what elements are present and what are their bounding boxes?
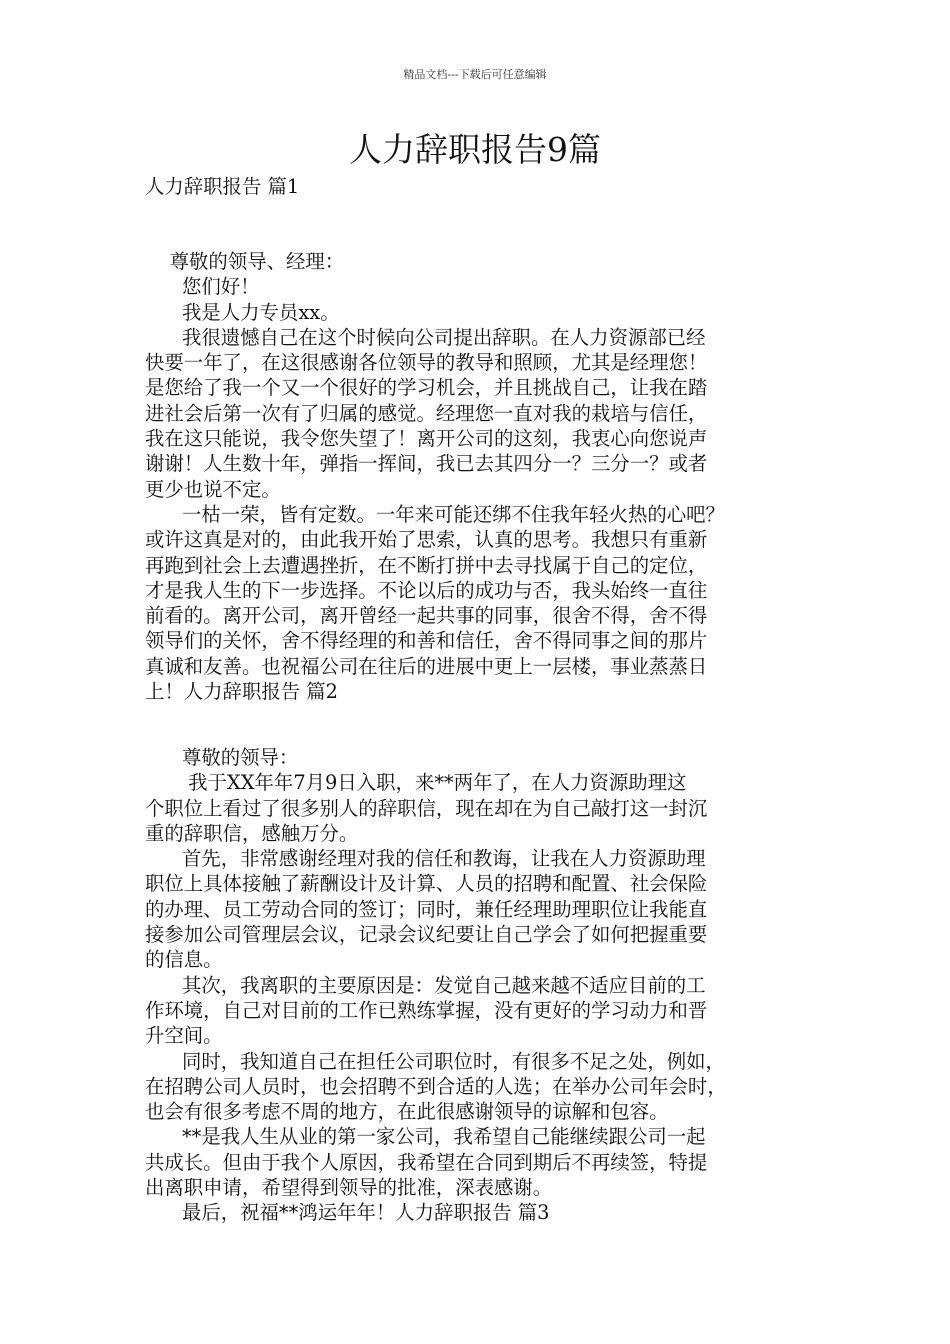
text-line: 或许这真是对的，由此我开始了思索，认真的思考。我想只有重新: [145, 528, 708, 552]
text-line: 更少也说不定。: [145, 477, 281, 501]
text-line: 领导们的关怀，舍不得经理的和善和信任，舍不得同事之间的那片: [145, 629, 708, 653]
text-line: 才是我人生的下一步选择。不论以后的成功与否，我头始终一直往: [145, 578, 708, 602]
text-line: 谢谢！人生数十年，弹指一挥间，我已去其四分一？三分一？或者: [145, 452, 708, 476]
text-line: 再跑到社会上去遭遇挫折，在不断打拼中去寻找属于自己的定位，: [145, 553, 708, 577]
text-line: 出离职申请，希望得到领导的批准，深表感谢。: [145, 1176, 553, 1200]
text-line: **是我人生从业的第一家公司，我希望自己能继续跟公司一起: [145, 1125, 706, 1149]
text-line: 的信息。: [145, 948, 223, 972]
page-header-watermark: 精品文档---下载后可任意编辑: [403, 68, 547, 81]
text-line: 首先，非常感谢经理对我的信任和教诲，让我在人力资源助理: [145, 847, 706, 871]
text-line: 前看的。离开公司，离开曾经一起共事的同事，很舍不得，舍不得: [145, 604, 708, 628]
text-line: 我于XX年年7月9日入职，来**两年了，在人力资源助理这: [145, 771, 687, 795]
letter-2-body: [145, 745, 835, 1226]
text-line: 共成长。但由于我个人原因，我希望在合同到期后不再续签，特提: [145, 1150, 708, 1174]
section-title-3-line: 最后，祝福**鸿运年年！人力辞职报告 篇3: [145, 1201, 550, 1225]
text-line: 职位上具体接触了薪酬设计及计算、人员的招聘和配置、社会保险: [145, 872, 708, 896]
text-line: 您们好！: [145, 275, 260, 299]
text-line: 个职位上看过了很多别人的辞职信，现在却在为自己敲打这一封沉: [145, 796, 708, 820]
text-line: 真诚和友善。也祝福公司在往后的进展中更上一层楼，事业蒸蒸日: [145, 654, 708, 678]
text-line: 也会有很多考虑不周的地方，在此很感谢领导的谅解和包容。: [145, 1100, 669, 1124]
text-line: 接参加公司管理层会议，记录会议纪要让自己学会了如何把握重要: [145, 923, 708, 947]
text-line: 作环境，自己对目前的工作已熟练掌握，没有更好的学习动力和晋: [145, 998, 708, 1022]
text-line: 一枯一荣，皆有定数。一年来可能还绑不住我年轻火热的心吧？: [145, 502, 725, 526]
text-line: 进社会后第一次有了归属的感觉。经理您一直对我的栽培与信任，: [145, 401, 708, 425]
text-line: 我是人力专员xx。: [145, 300, 340, 324]
text-line: 的办理、员工劳动合同的签订；同时，兼任经理助理职位让我能直: [145, 897, 708, 921]
text-line: 升空间。: [145, 1024, 223, 1048]
text-line: 快要一年了，在这很感谢各位领导的教导和照顾，尤其是经理您！: [145, 351, 708, 375]
document-title: 人力辞职报告9篇: [349, 130, 601, 169]
text-line: 同时，我知道自己在担任公司职位时，有很多不足之处，例如，: [145, 1049, 725, 1073]
text-line: 其次，我离职的主要原因是：发觉自己越来越不适应目前的工: [145, 973, 706, 997]
text-line: 尊敬的领导：: [145, 746, 299, 769]
text-line: 我很遗憾自己在这个时候向公司提出辞职。在人力资源部已经: [145, 325, 706, 349]
letter-1-body: [145, 249, 835, 704]
text-line: 是您给了我一个又一个很好的学习机会，并且挑战自己，让我在踏: [145, 376, 708, 400]
section-title-2-line: 上！人力辞职报告 篇2: [145, 680, 339, 704]
text-line: 我在这只能说，我令您失望了！离开公司的这刻，我衷心向您说声: [145, 427, 708, 451]
text-line: 重的辞职信，感触万分。: [145, 821, 359, 845]
text-line: 在招聘公司人员时，也会招聘不到合适的人选；在举办公司年会时，: [145, 1074, 727, 1098]
text-line: 尊敬的领导、经理：: [145, 250, 345, 273]
section-title-1: 人力辞职报告 篇1: [145, 175, 300, 198]
